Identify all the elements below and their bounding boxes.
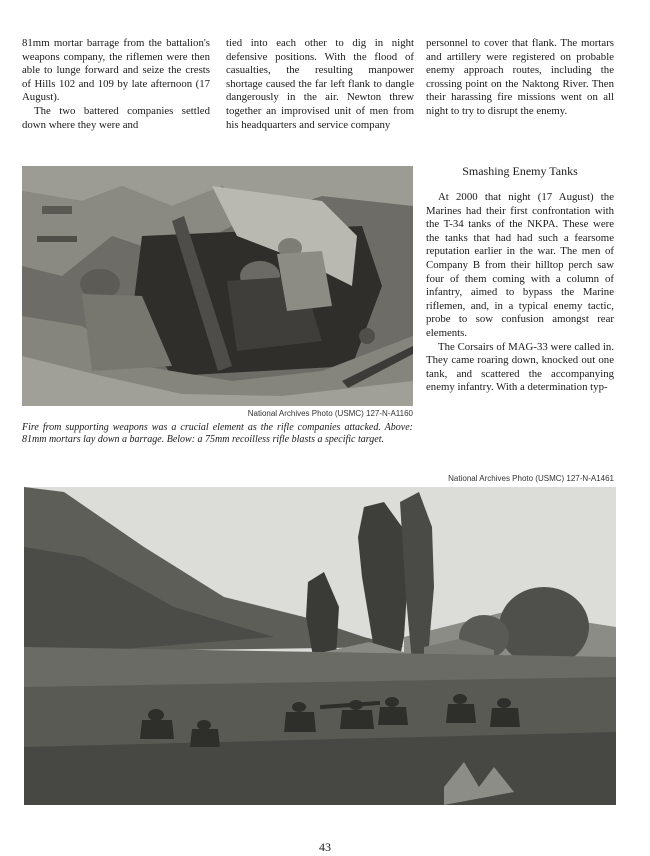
photo-caption: Fire from supporting weapons was a crucial element as the rifle companies attacked. Above: 81mm mortars lay down a barrage. Below: a 75mm recoilless rifle blasts a specific target. bbox=[22, 422, 413, 446]
text-column-2 bbox=[226, 37, 414, 132]
section-heading: Smashing Enemy Tanks bbox=[462, 164, 578, 178]
paragraph: The two battered companies settled down where they were and bbox=[22, 104, 210, 131]
valley-landscape-image bbox=[24, 487, 616, 805]
mortar-crew-photo bbox=[22, 166, 413, 406]
photo-credit: National Archives Photo (USMC) 127-N-A1461 bbox=[448, 474, 614, 483]
page-number: 43 bbox=[319, 840, 331, 854]
paragraph: personnel to cover that flank. The mortars and artillery were registered on probable enemy approach routes, including the crossing point on the Naktong River. Then their harassing fire missions went on all night to try to disrupt the enemy. bbox=[426, 37, 614, 117]
recoilless-rifle-photo bbox=[24, 487, 616, 805]
text-column-1 bbox=[22, 37, 210, 132]
paragraph: tied into each other to dig in night defensive positions. With the flood of casualties, the resulting manpower shortage caused the far left flank to dangle dangerously in the air. Newton threw together an improvised unit of men from his headquarters and service company bbox=[226, 37, 414, 131]
text-column-3-body bbox=[426, 191, 614, 395]
text-column-3-top bbox=[426, 37, 614, 119]
paragraph: The Corsairs of MAG-33 were called in. They came roaring down, knocked out one tank, and scattered the accompanying enemy infantry. With a determination typ- bbox=[426, 340, 614, 394]
paragraph: At 2000 that night (17 August) the Marines had their first confrontation with the T-34 tanks of the NKPA. These were the tanks that had had such a fearsome reputation earlier in the war. The men of Company B from their hilltop perch saw four of them coming with a column of infantry, aimed to bypass the Marine riflemen, and, in a typical enemy tactic, probe to sow confusion amongst rear elements. bbox=[426, 191, 614, 339]
photo-credit: National Archives Photo (USMC) 127-N-A1160 bbox=[247, 409, 413, 418]
mortar-crew-image bbox=[22, 166, 413, 406]
paragraph: 81mm mortar barrage from the battalion's weapons company, the riflemen were then able to lunge forward and seize the crests of Hills 102 and 109 by late afternoon (17 August). bbox=[22, 37, 210, 104]
